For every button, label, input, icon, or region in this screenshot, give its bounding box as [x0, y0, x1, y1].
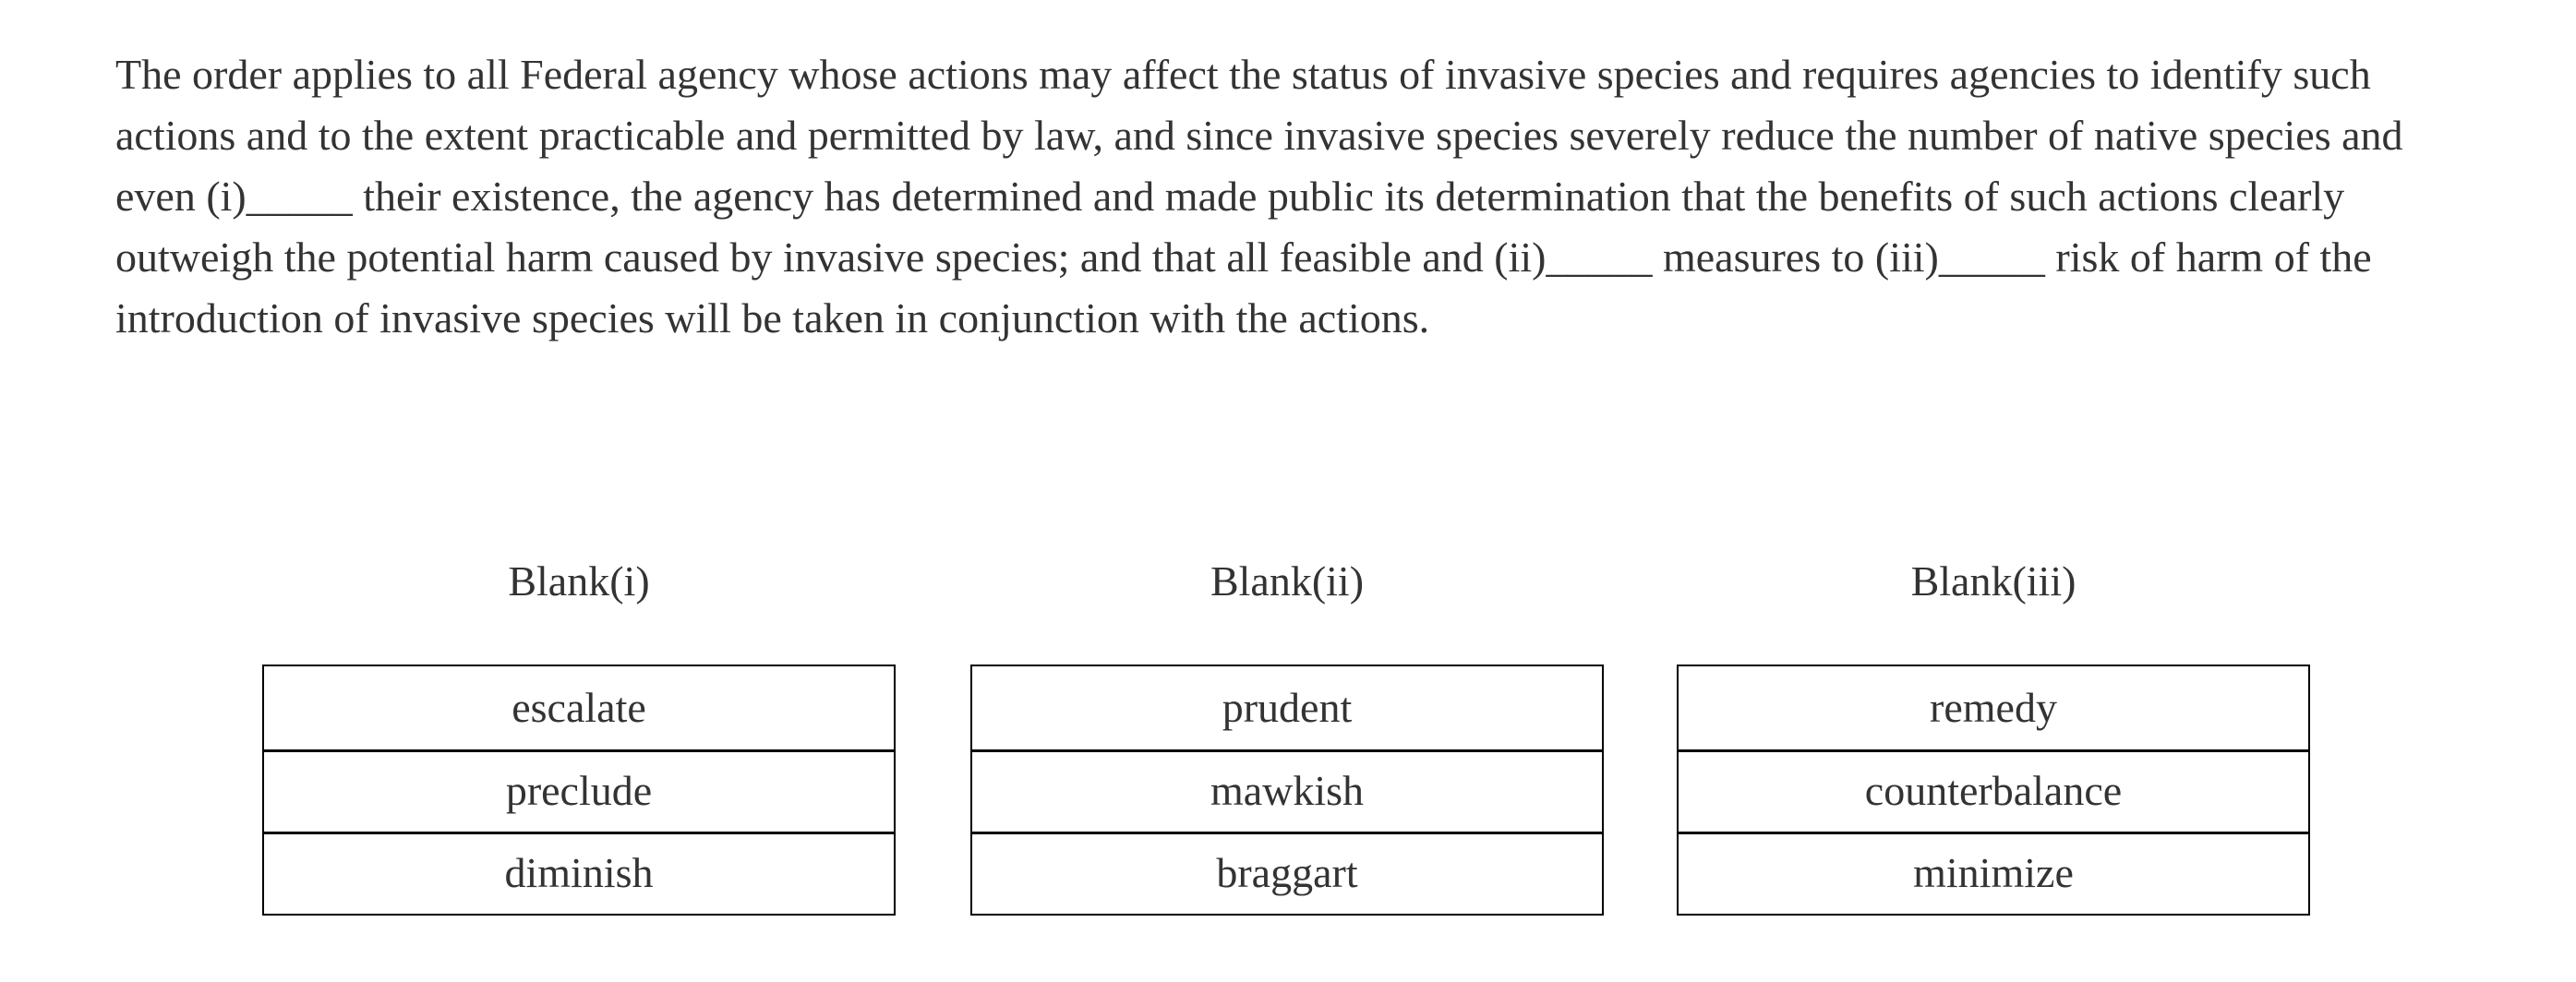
question-segment: The order applies to all Federal agency whose actions may affect the status of invasive species and requires agencies to identify such actions and to the extent practicable and permitted by law, and since invasive species severely reduce the number of native species and even (i): [115, 51, 2403, 220]
blank-ii-options: [970, 665, 1604, 916]
question-segment: risk of harm of the introduction of invasive species will be taken in conjunction with the actions.: [115, 234, 2372, 341]
question-text: [115, 44, 2479, 349]
option-mawkish[interactable]: mawkish: [972, 749, 1602, 832]
option-counterbalance[interactable]: counterbalance: [1679, 749, 2308, 832]
option-prudent[interactable]: prudent: [1222, 684, 1353, 731]
option-escalate[interactable]: escalate: [512, 684, 646, 731]
blank-i-header: Blank(i): [508, 557, 650, 605]
blank-ii-header: Blank(ii): [1210, 557, 1365, 605]
blank-iii-placeholder: _____: [1938, 234, 2045, 281]
option-minimize[interactable]: minimize: [1679, 832, 2308, 914]
blank-i-column: [262, 554, 896, 916]
option-preclude[interactable]: preclude: [264, 749, 894, 832]
blank-iii-options: [1677, 665, 2310, 916]
blank-i-placeholder: _____: [246, 173, 353, 220]
option-diminish[interactable]: diminish: [264, 832, 894, 914]
option-braggart[interactable]: braggart: [972, 832, 1602, 914]
blank-ii-column: [970, 554, 1604, 916]
blank-i-options: [262, 665, 896, 916]
option-remedy[interactable]: remedy: [1930, 684, 2057, 731]
blank-iii-header: Blank(iii): [1910, 557, 2076, 605]
question-segment: measures to (iii): [1652, 234, 1939, 281]
blank-ii-placeholder: _____: [1546, 234, 1653, 281]
blank-iii-column: [1677, 554, 2310, 916]
question-segment: their existence, the agency has determined and made public its determination that the benefits of such actions clearly outweigh the potential harm caused by invasive species; and that all feasible and (ii): [115, 173, 2345, 281]
